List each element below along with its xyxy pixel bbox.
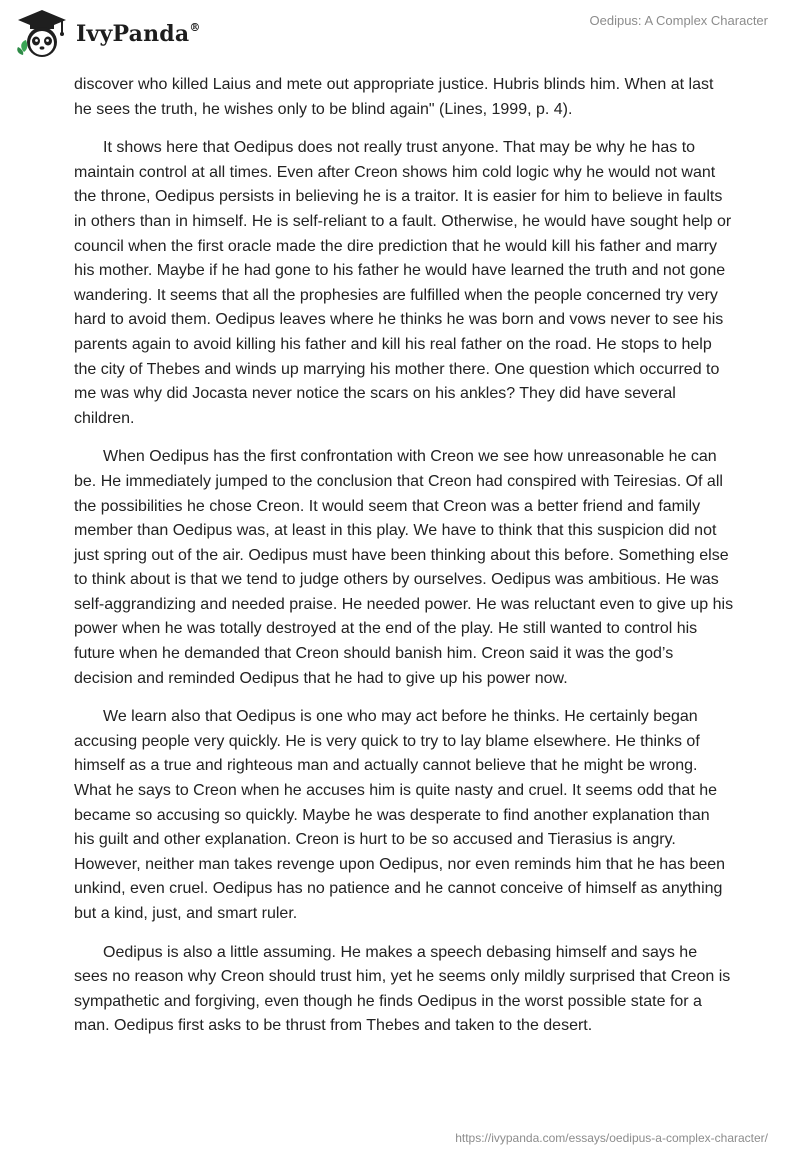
brand-logo[interactable] — [14, 8, 201, 60]
page-header — [0, 0, 800, 70]
registered-mark: ® — [189, 21, 201, 34]
essay-body — [74, 73, 734, 1053]
panda-graduate-icon — [14, 8, 70, 60]
source-url-link[interactable]: https://ivypanda.com/essays/oedipus-a-complex-character/ — [455, 1131, 768, 1145]
brand-name: IvyPanda® — [76, 21, 201, 47]
document-title: Oedipus: A Complex Character — [589, 13, 768, 28]
paragraph: Oedipus is also a little assuming. He makes a speech debasing himself and says he sees no reason why Creon should trust him, yet he seems only mildly surprised that Creon is sympathetic and forgiving, even though he finds Oedipus in the worst possible state for a man. Oedipus first asks to be thrust from Thebes and taken to the desert. — [74, 943, 731, 1035]
paragraph-continued: discover who killed Laius and mete out appropriate justice. Hubris blinds him. When at last he sees the truth, he wishes only to be blind again" (Lines, 1999, p. 4). — [74, 76, 714, 118]
paragraph: When Oedipus has the first confrontation with Creon we see how unreasonable he can be. He immediately jumped to the conclusion that Creon had conspired with Teiresias. Of all the possibilities he chose Creon. It would seem that Creon was a better friend and family member than Oedipus was, at least in this play. We have to think that this suspicion did not just spring out of the air. Oedipus must have been thinking about this before. Something else to think about is that we tend to judge others by ourselves. Oedipus was ambitious. He was self-aggrandizing and needed praise. He needed power. He was reluctant even to give up his power when he was totally destroyed at the end of the play. He still wanted to control his future when he demanded that Creon should banish him. Creon said it was the god’s decision and reminded Oedipus that he had to give up his power now. — [74, 448, 734, 687]
paragraph: It shows here that Oedipus does not really trust anyone. That may be why he has to maintain control at all times. Even after Creon shows him cold logic why he would not want the throne, Oedipus persists in believing he is a traitor. It is easier for him to believe in faults in others than in himself. He is self-reliant to a fault. Otherwise, he would have sought help or council when the first oracle made the dire prediction that he would kill his father and marry his mother. Maybe if he had gone to his father he would have learned the truth and not gone wandering. It seems that all the prophesies are fulfilled when the people concerned try very hard to avoid them. Oedipus leaves where he thinks he was born and vows never to see his parents again to avoid killing his father and kill his real father on the road. He stops to help the city of Thebes and winds up marrying his mother there. One question which occurred to me was why did Jocasta never notice the scars on his ankles? They did have several children. — [74, 139, 732, 427]
paragraph: We learn also that Oedipus is one who may act before he thinks. He certainly began accusing people very quickly. He is very quick to try to lay blame elsewhere. He thinks of himself as a true and righteous man and actually cannot believe that he might be wrong. What he says to Creon when he accuses him is quite nasty and cruel. It seems odd that he became so accusing so quickly. Maybe he was desperate to find another explanation than his guilt and other explanation. Creon is hurt to be so accused and Tierasius is angry. However, neither man takes revenge upon Oedipus, nor even reminds him that he has been unkind, even cruel. Oedipus has no patience and he cannot conceive of himself as anything but a kind, just, and smart ruler. — [74, 708, 726, 922]
